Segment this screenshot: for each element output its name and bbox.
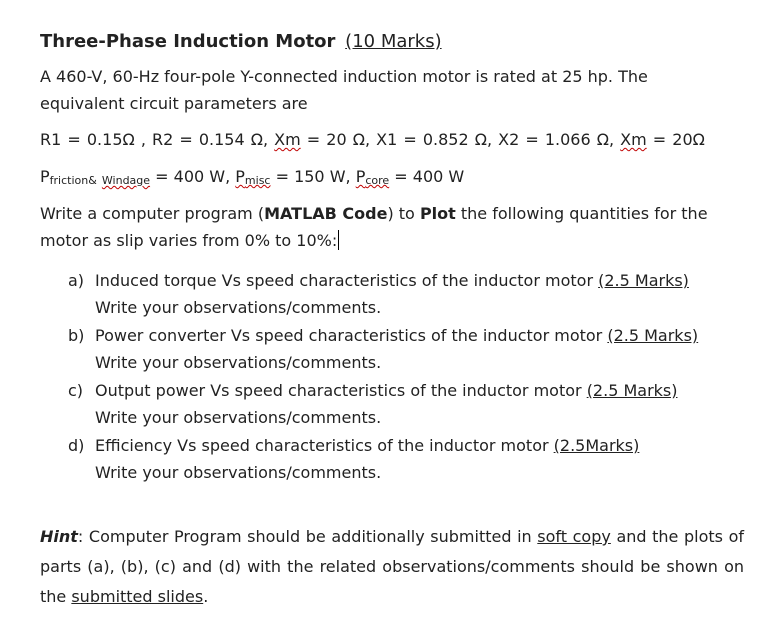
hint-colon: : xyxy=(77,527,84,546)
list-item-note: Write your observations/comments. xyxy=(95,408,382,427)
list-item-note: Write your observations/comments. xyxy=(95,353,382,372)
param-xm-value: = 20Ω xyxy=(652,130,705,149)
loss-friction-value: = 400 W, xyxy=(155,167,231,186)
loss-friction-symbol: P xyxy=(40,167,50,186)
loss-misc-value: = 150 W, xyxy=(275,167,351,186)
hint-text-2: and the plots of parts (a), (b), (c) and (d) with the related observations/comments should be shown on the xyxy=(40,527,745,606)
intro-line-2: equivalent circuit parameters are xyxy=(40,94,308,113)
list-item-text: Output power Vs speed characteristics of the inductor motor xyxy=(95,381,587,400)
hint-soft-copy: soft copy xyxy=(537,527,611,546)
intro-paragraph xyxy=(40,63,750,117)
list-item-letter: c) xyxy=(68,381,84,400)
list-item-text: Power converter Vs speed characteristics of the inductor motor xyxy=(95,326,608,345)
loss-core-value: = 400 W xyxy=(394,167,465,186)
list-item-text: Induced torque Vs speed characteristics of the inductor motor xyxy=(95,271,599,290)
hint-submitted-slides: submitted slides xyxy=(71,587,204,606)
hint-text-1: Computer Program should be additionally submitted in xyxy=(83,527,538,546)
param-xm-2: Xm xyxy=(620,130,647,149)
text-cursor xyxy=(338,230,339,250)
list-item-marks: (2.5 Marks) xyxy=(607,326,699,345)
list-item-marks: (2.5 Marks) xyxy=(586,381,678,400)
list-item xyxy=(68,267,750,321)
param-resistances: R1 = 0.15Ω , R2 = 0.154 Ω, xyxy=(40,130,269,149)
hint-label: Hint xyxy=(40,527,78,546)
list-item-letter: a) xyxy=(68,271,85,290)
list-item-note: Write your observations/comments. xyxy=(95,463,382,482)
loss-friction-subscript-a: friction& xyxy=(49,174,97,187)
title-marks: (10 Marks) xyxy=(345,31,442,52)
task-text-mid: ) to xyxy=(387,204,420,223)
param-xm-1: Xm xyxy=(274,130,301,149)
list-item-marks: (2.5Marks) xyxy=(553,436,640,455)
document-title: Three-Phase Induction Motor xyxy=(40,31,336,52)
intro-line-1: A 460-V, 60-Hz four-pole Y-connected induction motor is rated at 25 hp. The xyxy=(40,67,648,86)
list-item-marks: (2.5 Marks) xyxy=(598,271,689,290)
list-item-note: Write your observations/comments. xyxy=(95,298,382,317)
document-page xyxy=(40,30,750,612)
list-item-letter: b) xyxy=(68,326,85,345)
task-plot: Plot xyxy=(419,204,456,223)
circuit-parameters xyxy=(40,126,750,153)
loss-friction-subscript-b: Windage xyxy=(101,174,151,187)
title-line xyxy=(40,30,750,54)
list-item xyxy=(68,377,750,431)
loss-values xyxy=(40,163,750,192)
list-item xyxy=(68,432,750,486)
list-item xyxy=(68,322,750,376)
task-text-post: the following quantities for the xyxy=(455,204,708,223)
loss-core-symbol: Pcore xyxy=(355,167,390,187)
hint-paragraph xyxy=(40,522,744,612)
task-list xyxy=(68,267,750,486)
param-reactances: = 20 Ω, X1 = 0.852 Ω, X2 = 1.066 Ω, xyxy=(306,130,615,149)
task-matlab-code: MATLAB Code xyxy=(264,204,388,223)
task-text-pre: Write a computer program ( xyxy=(40,204,265,223)
list-item-text: Efficiency Vs speed characteristics of the inductor motor xyxy=(95,436,554,455)
task-line-2: motor as slip varies from 0% to 10%: xyxy=(40,231,338,250)
hint-text-3: . xyxy=(203,587,209,606)
list-item-letter: d) xyxy=(68,436,85,455)
task-paragraph xyxy=(40,200,750,254)
loss-misc-symbol: Pmisc xyxy=(235,167,271,187)
